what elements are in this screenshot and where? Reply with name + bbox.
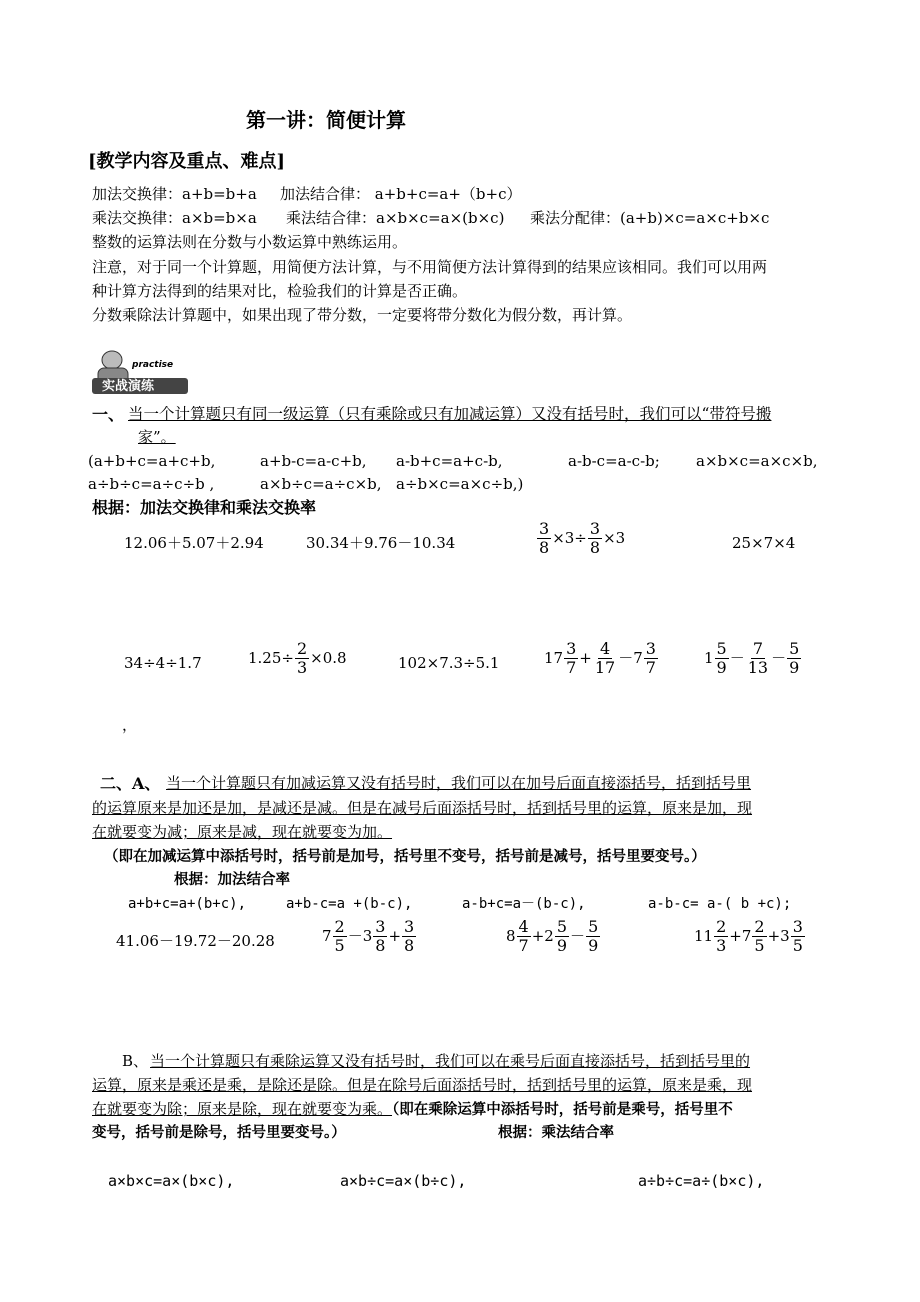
fraction: $\frac{2}{3}$ xyxy=(296,639,308,677)
exercise-6 xyxy=(248,640,347,676)
part3-description-underlined: 在就要变为除；原来是除，现在就要变为乘。 xyxy=(92,1100,393,1118)
whole-number: 17 xyxy=(544,648,564,667)
part3-rule: a÷b÷c=a÷(b×c), xyxy=(638,1172,765,1190)
fraction: $\frac{3}{7}$ xyxy=(566,639,577,677)
law-mul-commutative: 乘法交换律：a×b=b×a xyxy=(92,209,257,227)
part1-rule: a÷b×c=a×c÷b,) xyxy=(396,475,524,493)
fraction: $\frac{3}{8}$ xyxy=(539,519,550,557)
whole-number: 8 xyxy=(506,926,516,945)
operator: ×3÷ xyxy=(552,528,587,547)
part1-basis: 根据：加法交换律和乘法交换率 xyxy=(92,498,317,517)
operator: － xyxy=(570,926,586,945)
law-note-4: 分数乘除法计算题中，如果出现了带分数，一定要将带分数化为假分数，再计算。 xyxy=(92,306,633,324)
part1-rule: a×b÷c=a÷c×b, xyxy=(260,475,382,493)
logo-caption: 实战演练 xyxy=(102,379,155,394)
part2-rule: a-b-c= a-( b +c); xyxy=(648,896,792,912)
part1-rule: a-b-c=a-c-b; xyxy=(568,452,660,470)
section-header: [教学内容及重点、难点] xyxy=(88,151,286,172)
fraction: $\frac{5}{9}$ xyxy=(716,639,727,677)
exercise-2: 30.34＋9.76－10.34 xyxy=(306,534,456,552)
operator: ×3 xyxy=(603,528,626,547)
fraction: $\frac{2}{3}$ xyxy=(716,917,727,955)
fraction: $\frac{5}{9}$ xyxy=(588,917,599,955)
exercise-5: 34÷4÷1.7 xyxy=(124,654,202,672)
whole-number: 1 xyxy=(704,648,714,667)
part1-description: 当一个计算题只有同一级运算（只有乘除或只有加减运算）又没有括号时，我们可以“带符号搬 xyxy=(128,405,772,423)
practise-logo xyxy=(92,346,188,396)
law-add-associative: 加法结合律： a+b+c=a+（b+c） xyxy=(280,185,522,203)
operator: +2 xyxy=(531,926,554,945)
operator: －3 xyxy=(347,926,373,945)
operator: 1.25÷ xyxy=(248,648,294,667)
logo-word: practise xyxy=(132,360,174,370)
operator: +7 xyxy=(729,926,752,945)
operator: +3 xyxy=(767,926,790,945)
part2-description: 当一个计算题只有加减运算又没有括号时，我们可以在加号后面直接添括号，括到括号里 xyxy=(166,774,752,792)
fraction: $\frac{7}{13}$ xyxy=(747,639,769,677)
exercise-12 xyxy=(506,918,601,954)
fraction: $\frac{5}{9}$ xyxy=(556,917,568,955)
part3-description: 当一个计算题只有乘除运算又没有括号时，我们可以在乘号后面直接添括号，括到括号里的 xyxy=(150,1052,751,1070)
exercise-7: 102×7.3÷5.1 xyxy=(398,654,500,672)
part2-rule: a-b+c=a－(b-c), xyxy=(462,896,586,912)
part3-rule: a×b÷c=a×(b÷c), xyxy=(340,1172,467,1190)
fraction: $\frac{2}{5}$ xyxy=(754,917,765,955)
exercise-1: 12.06＋5.07＋2.94 xyxy=(124,534,264,552)
fraction: $\frac{3}{7}$ xyxy=(645,639,656,677)
exercise-8 xyxy=(544,640,659,676)
operator: ×0.8 xyxy=(310,648,347,667)
part2-rule: a+b-c=a +(b-c), xyxy=(286,896,413,912)
exercise-9 xyxy=(704,640,802,676)
page-title: 第一讲：简便计算 xyxy=(246,108,406,132)
exercise-10: 41.06－19.72－20.28 xyxy=(116,932,275,950)
operator: －7 xyxy=(618,648,643,667)
part3-basis: 根据：乘法结合率 xyxy=(498,1124,614,1141)
fraction: $\frac{4}{7}$ xyxy=(518,917,529,955)
law-mul-distributive: 乘法分配律：(a+b)×c=a×c+b×c xyxy=(530,209,770,227)
part3-label: B、 xyxy=(122,1052,149,1070)
part2-basis: 根据：加法结合率 xyxy=(174,871,290,888)
law-note-2: 注意，对于同一个计算题，用简便方法计算，与不用简便方法计算得到的结果应该相同。我们可以用两 xyxy=(92,258,768,276)
fraction: $\frac{3}{8}$ xyxy=(404,917,415,955)
part3-rule: a×b×c=a×(b×c), xyxy=(108,1172,235,1190)
part1-label: 一、 xyxy=(92,405,125,424)
whole-number: 7 xyxy=(322,926,332,945)
part1-rule: a-b+c=a+c-b, xyxy=(396,452,503,470)
part1-rule: a+b-c=a-c+b, xyxy=(260,452,367,470)
part1-rule: (a+b+c=a+c+b, xyxy=(88,452,216,470)
part3-description-cont: 运算，原来是乘还是乘，是除还是除。但是在除号后面添括号时，括到括号里的运算，原来是乘，现 xyxy=(92,1076,753,1094)
exercise-11 xyxy=(322,918,417,954)
part3-note: （即在乘除运算中添括号时，括号前是乘号，括号里不 xyxy=(392,1101,733,1118)
fraction: $\frac{2}{5}$ xyxy=(334,917,345,955)
fraction: $\frac{3}{5}$ xyxy=(792,917,803,955)
part1-description-cont: 家”。 xyxy=(138,428,176,446)
part3-note-cont: 变号，括号前是除号，括号里要变号。） xyxy=(92,1124,346,1141)
stray-mark: ， xyxy=(122,716,138,734)
part2-description-end: 在就要变为减；原来是减，现在就要变为加。 xyxy=(92,823,393,841)
part1-rule: a÷b÷c=a÷c÷b , xyxy=(88,475,215,493)
fraction: $\frac{3}{8}$ xyxy=(375,917,386,955)
fraction: $\frac{5}{9}$ xyxy=(789,639,800,677)
part2-rule: a+b+c=a+(b+c), xyxy=(128,896,247,912)
operator: + xyxy=(388,926,402,945)
part2-note: （即在加减运算中添括号时，括号前是加号，括号里不变号，括号前是减号，括号里要变号。） xyxy=(104,848,706,865)
law-note-3: 种计算方法得到的结果对比，检验我们的计算是否正确。 xyxy=(92,282,468,300)
exercise-13 xyxy=(694,918,806,954)
fraction: $\frac{4}{17}$ xyxy=(594,639,616,677)
operator: + xyxy=(579,648,592,667)
part2-description-cont: 的运算原来是加还是加，是减还是减。但是在减号后面添括号时，括到括号里的运算，原来是加，现 xyxy=(92,799,753,817)
law-mul-associative: 乘法结合律：a×b×c=a×(b×c) xyxy=(286,209,505,227)
operator: － xyxy=(771,648,787,667)
law-note-1: 整数的运算法则在分数与小数运算中熟练运用。 xyxy=(92,233,408,251)
whole-number: 11 xyxy=(694,926,714,945)
operator: － xyxy=(729,648,745,667)
part3-description-line3 xyxy=(92,1100,733,1119)
fraction: $\frac{3}{8}$ xyxy=(589,519,601,557)
part2-label: 二、A、 xyxy=(100,774,161,793)
part1-rule: a×b×c=a×c×b, xyxy=(696,452,818,470)
exercise-4: 25×7×4 xyxy=(732,534,796,552)
exercise-3 xyxy=(536,520,625,556)
law-add-commutative: 加法交换律：a+b=b+a xyxy=(92,185,257,203)
